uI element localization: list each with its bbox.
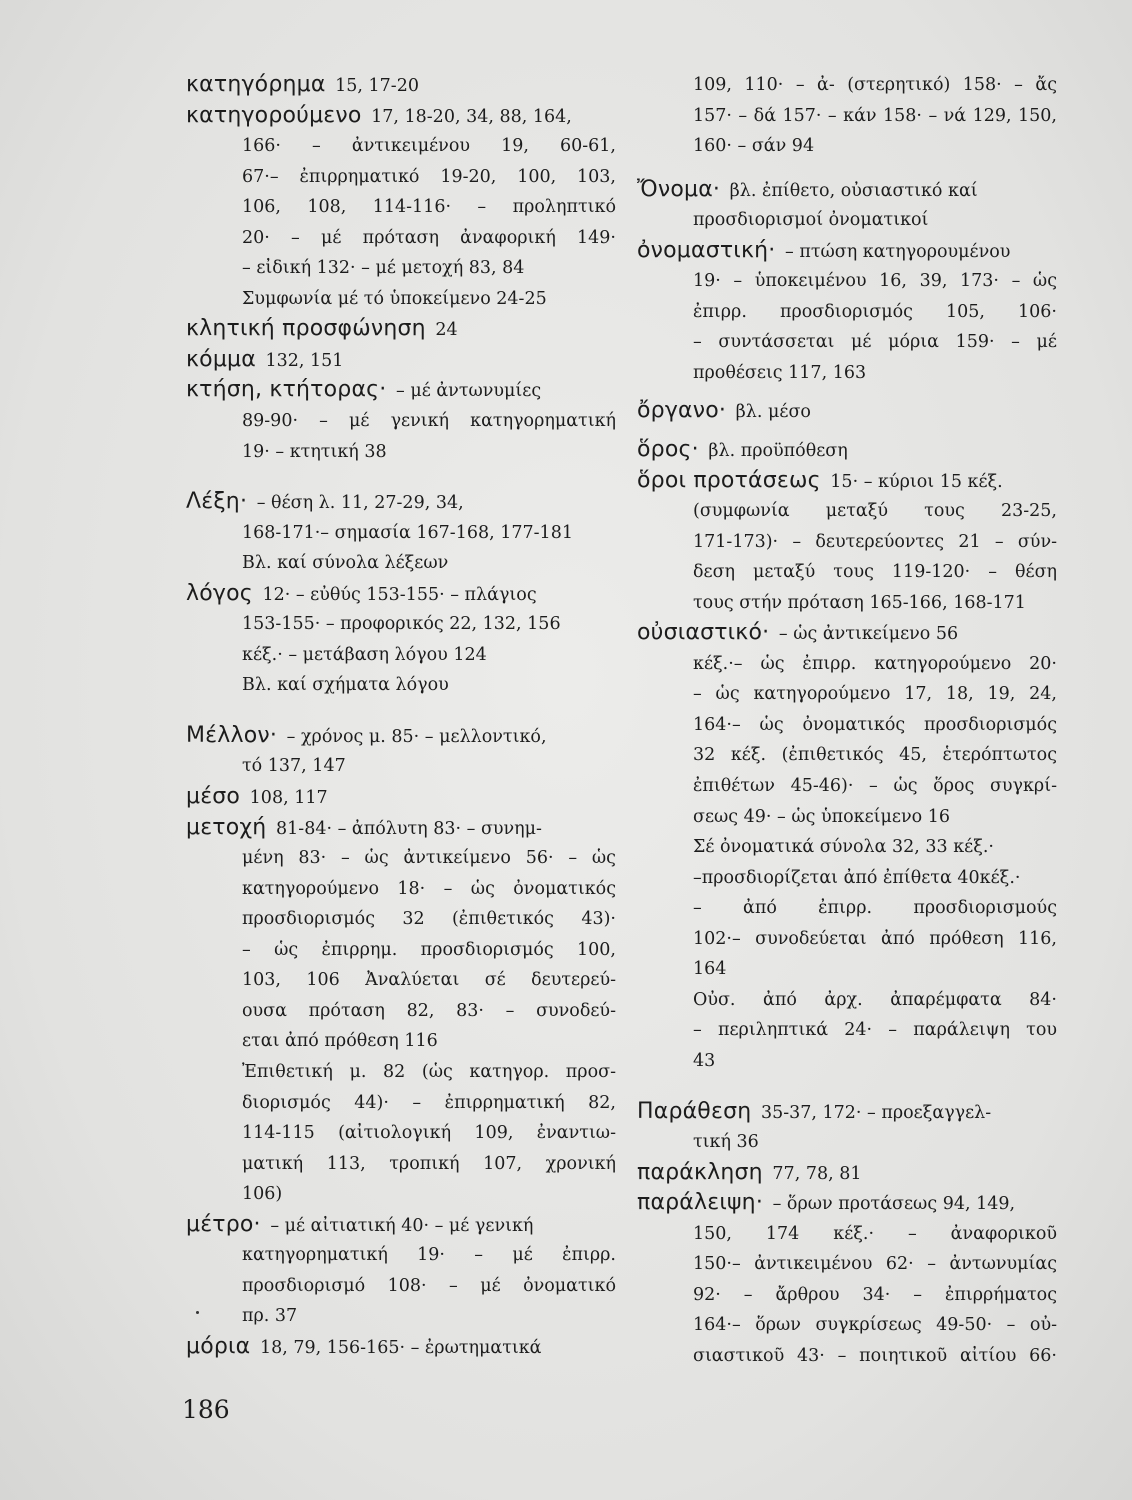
index-entry: κατηγόρημα 15, 17-20: [186, 72, 419, 97]
entry-headword: ὀνομαστική·: [637, 237, 776, 263]
entry-headword: Ὄνομα·: [637, 176, 721, 202]
index-entry: παράλειψη· – ὅρων προτάσεως 94, 149, 150, 174 κέξ.· – ἀναφορικοῦ 150·– ἀντικειμένου 62· – ἀντωνυμίας 92· – ἄρθρου 34· – ἐπιρρήματος 164·– ὅρων συγκρίσεως 49-50· – οὐ- σιαστικοῦ 43· – ποιητικοῦ αἰτίου 66·: [637, 1190, 1057, 1366]
page-number: 186: [182, 1395, 230, 1424]
index-entry: ὄργανο· βλ. μέσο: [637, 398, 811, 424]
index-entry: λόγος 12· – εὐθύς 153-155· – πλάγιος 153-155· – προφορικός 22, 132, 156 κέξ.· – μετάβαση λόγου 124 Βλ. καί σχήματα λόγου: [186, 580, 561, 696]
entry-headword: μέσο: [186, 784, 241, 810]
entry-headword: ὅρος·: [637, 437, 699, 463]
entry-headword: Λέξη·: [186, 489, 248, 515]
index-entry: μέσο 108, 117: [186, 784, 328, 810]
index-entry-continued: 109, 110· – ἀ- (στερητικό) 158· – ἄς 157· – δά 157· – κάν 158· – νά 129, 150, 160· – σάν 94: [693, 75, 1057, 157]
index-entry: Ὄνομα· βλ. ἐπίθετο, οὐσιαστικό καί προσδιορισμοί ὀνοματικοί: [637, 176, 978, 231]
entry-headword: ὄργανο·: [637, 398, 727, 424]
entry-headword: κόμμα: [186, 346, 256, 372]
entry-headword: ὅροι προτάσεως: [637, 467, 821, 493]
index-entry: κατηγορούμενο 17, 18-20, 34, 88, 164, 166· – ἀντικειμένου 19, 60-61, 67·– ἐπιρρηματικό 19-20, 100, 103, 106, 108, 114-116· – προληπτικό 20· – μέ πρόταση ἀναφορική 149· – εἰδική 132· – μέ μετοχή 83, 84 Συμφωνία μέ τό ὑποκείμενο 24-25: [186, 102, 616, 309]
entry-headword: μέτρο·: [186, 1211, 261, 1237]
entry-headword: Μέλλον·: [186, 722, 278, 748]
ink-speck: [196, 1311, 199, 1314]
entry-headword: κλητική προσφώνηση: [186, 316, 426, 342]
index-entry: ὀνομαστική· – πτώση κατηγορουμένου 19· – ὑποκειμένου 16, 39, 173· – ὡς ἐπιρρ. προσδιορισμός 105, 106· – συντάσσεται μέ μόρια 159· – μέ προθέσεις 117, 163: [637, 237, 1057, 383]
index-entry: Παράθεση 35-37, 172· – προεξαγγελ- τική 36: [637, 1098, 992, 1153]
left-column: [186, 70, 616, 1362]
index-entry: κόμμα 132, 151: [186, 346, 344, 372]
entry-headword: κτήση, κτήτορας·: [186, 377, 387, 403]
index-entry: μόρια 18, 79, 156-165· – ἐρωτηματικά: [186, 1333, 542, 1359]
entry-headword: παράκληση: [637, 1159, 763, 1185]
index-entry: μέτρο· – μέ αἰτιατική 40· – μέ γενική κατηγορηματική 19· – μέ ἐπιρρ. προσδιορισμό 108· – μέ ὀνοματικό πρ. 37: [186, 1211, 616, 1327]
entry-headword: κατηγορούμενο: [186, 102, 362, 128]
entry-headword: μόρια: [186, 1333, 251, 1359]
entry-headword: λόγος: [186, 580, 253, 606]
right-column: [637, 70, 1057, 1371]
index-entry: κλητική προσφώνηση 24: [186, 316, 458, 342]
index-entry: ὅρος· βλ. προϋπόθεση: [637, 437, 848, 463]
entry-headword: μετοχή: [186, 814, 267, 840]
index-entry: οὐσιαστικό· – ὡς ἀντικείμενο 56 κέξ.·– ὡς ἐπιρρ. κατηγορούμενο 20· – ὡς κατηγορούμενο 17, 18, 19, 24, 164·– ὡς ὀνοματικός προσδιορισμός 32 κέξ. (ἐπιθετικός 45, ἑτερόπτωτος ἐπιθέτων 45-46)· – ὡς ὅρος συγκρί- σεως 49· – ὡς ὑποκείμενο 16 Σέ ὀνοματικά σύνολα 32, 33 κέξ.· –προσδιορίζεται ἀπό ἐπίθετα 40κέξ.· – ἀπό ἐπιρρ. προσδιορισμούς 102·– συνοδεύεται ἀπό πρόθεση 116, 164 Οὐσ. ἀπό ἀρχ. ἀπαρέμφατα 84· – περιληπτικά 24· – παράλειψη του 43: [637, 620, 1057, 1071]
entry-headword: παράλειψη·: [637, 1190, 764, 1216]
entry-headword: κατηγόρημα: [186, 72, 326, 97]
index-entry: ὅροι προτάσεως 15· – κύριοι 15 κέξ. (συμφωνία μεταξύ τους 23-25, 171-173)· – δευτερεύοντες 21 – σύν- δεση μεταξύ τους 119-120· – θέση τους στήν πρόταση 165-166, 168-171: [637, 467, 1057, 613]
entry-headword: οὐσιαστικό·: [637, 620, 770, 646]
index-entry: κτήση, κτήτορας· – μέ ἀντωνυμίες 89-90· – μέ γενική κατηγορηματική 19· – κτητική 38: [186, 377, 616, 462]
entry-headword: Παράθεση: [637, 1098, 752, 1124]
index-entry: Λέξη· – θέση λ. 11, 27-29, 34, 168-171·– σημασία 167-168, 177-181 Βλ. καί σύνολα λέξεων: [186, 489, 573, 574]
index-entry: παράκληση 77, 78, 81: [637, 1159, 862, 1185]
index-entry: μετοχή 81-84· – ἀπόλυτη 83· – συνημ- μένη 83· – ὡς ἀντικείμενο 56· – ὡς κατηγορούμενο 18· – ὡς ὀνοματικός προσδιορισμός 32 (ἐπιθετικός 43)· – ὡς ἐπιρρημ. προσδιορισμός 100, 103, 106 Ἀναλύεται σέ δευτερεύ- ουσα πρόταση 82, 83· – συνοδεύ- εται ἀπό πρόθεση 116 Ἐπιθετική μ. 82 (ὡς κατηγορ. προσ- διορισμός 44)· – ἐπιρρηματική 82, 114-115 (αἰτιολογική 109, ἐναντιω- ματική 113, τροπική 107, χρονική 106): [186, 814, 616, 1205]
index-entry: Μέλλον· – χρόνος μ. 85· – μελλοντικό, τό 137, 147: [186, 722, 547, 777]
